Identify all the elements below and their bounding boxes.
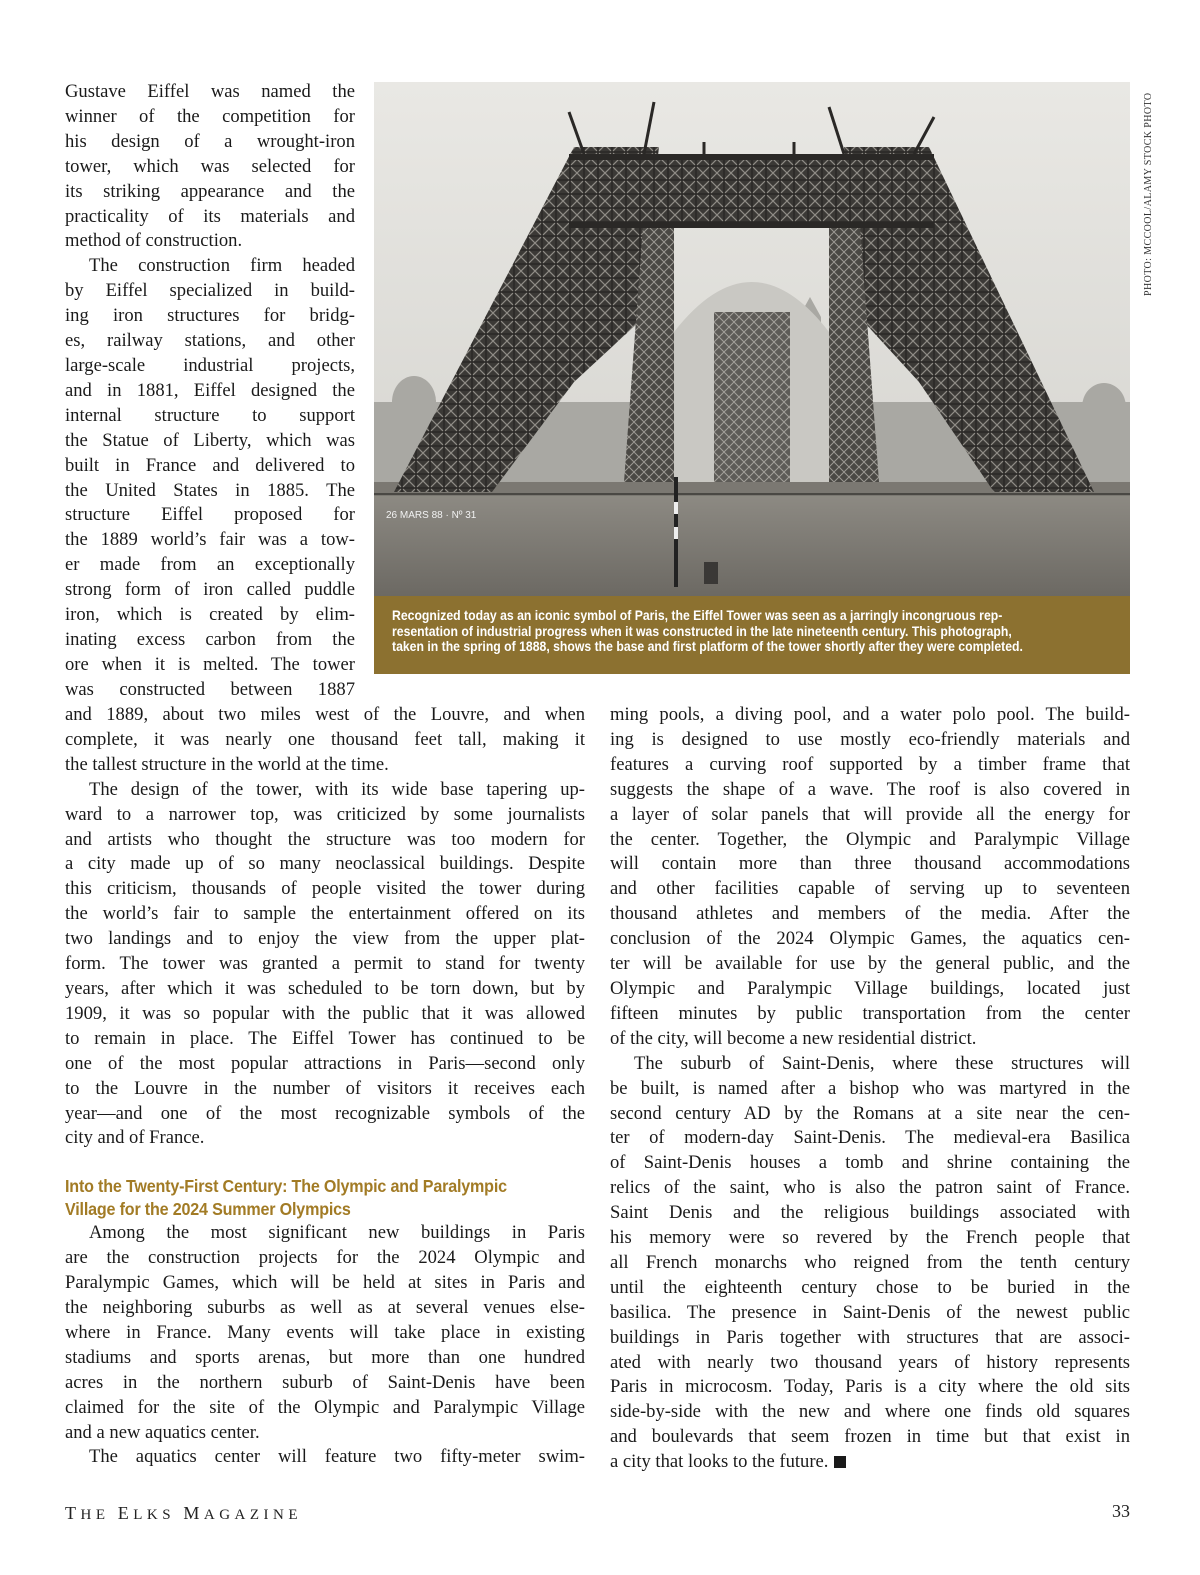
text-line: strong form of iron called puddle (65, 579, 355, 601)
text-line: tower, which was selected for (65, 155, 355, 177)
text-line: fifteen minutes by public transportation from the center (610, 1002, 1130, 1024)
text-line: The construction firm headed (89, 255, 355, 277)
text-line: thousand athletes and members of the media. After the (610, 903, 1130, 925)
heading-line: Village for the 2024 Summer Olympics (65, 1199, 351, 1220)
text-line: his memory were so revered by the French people that (610, 1227, 1130, 1249)
text-line: the Statue of Liberty, which was (65, 429, 355, 451)
article-right-column (610, 703, 1130, 1475)
photo-caption (374, 596, 1130, 674)
text-line: ming pools, a diving pool, and a water polo pool. The build- (610, 704, 1130, 725)
magazine-title: THE ELKS MAGAZINE (65, 1503, 303, 1523)
text-line: by Eiffel specialized in build- (65, 280, 355, 302)
photo-credit (1139, 80, 1159, 300)
text-line: complete, it was nearly one thousand feet tall, making it (65, 728, 585, 750)
text-line: conclusion of the 2024 Olympic Games, the aquatics cen- (610, 928, 1130, 950)
text-line: suggests the shape of a wave. The roof is also covered in (610, 778, 1130, 800)
text-line: iron, which is created by elim- (65, 604, 355, 626)
paragraph (65, 703, 585, 778)
text-line: all French monarchs who reigned from the tenth century (610, 1251, 1130, 1273)
text-line: to the Louvre in the number of visitors it receives each (65, 1077, 585, 1099)
text-line: er made from an exceptionally (65, 554, 355, 576)
paragraph (610, 703, 1130, 1052)
text-line: a layer of solar panels that will provide all the energy for (610, 803, 1130, 825)
text-line: the United States in 1885. The (65, 479, 355, 501)
paragraph (65, 778, 585, 1152)
text-line: Saint Denis and the religious buildings associated with (610, 1202, 1130, 1224)
text-line: built in France and delivered to (65, 454, 355, 476)
text-line: a city that looks to the future. (610, 1450, 1130, 1475)
text-line: this criticism, thousands of people visited the tower during (65, 878, 585, 900)
end-mark-icon (834, 1456, 846, 1468)
text-line: inating excess carbon from the (65, 628, 355, 650)
text-line: 1909, it was so popular with the public that it was allowed (65, 1002, 585, 1024)
text-line: ing iron structures for bridg- (65, 305, 355, 327)
text-line: two landings and to enjoy the view from the upper plat- (65, 928, 585, 950)
text-line: side-by-side with the new and where one finds old squares (610, 1401, 1130, 1423)
text-line: be built, is named after a bishop who was martyred in the (610, 1077, 1130, 1099)
text-line: practicality of its materials and (65, 205, 355, 227)
page-number: 33 (1112, 1501, 1130, 1521)
text-line: basilica. The presence in Saint-Denis of the newest public (610, 1301, 1130, 1323)
text-line: are the construction projects for the 2024 Olympic and (65, 1247, 585, 1269)
text-line: relics of the saint, who is also the patron saint of France. (610, 1177, 1130, 1199)
text-line: large-scale industrial projects, (65, 354, 355, 376)
text-line: the center. Together, the Olympic and Paralympic Village (610, 828, 1130, 850)
article-intro-column (65, 80, 355, 703)
text-line: and in 1881, Eiffel designed the (65, 379, 355, 401)
text-line: a city made up of so many neoclassical buildings. Despite (65, 853, 585, 875)
text-line: claimed for the site of the Olympic and Paralympic Village (65, 1396, 585, 1418)
caption-line: resentation of industrial progress when it was constructed in the late nineteenth century. This photograph, (392, 623, 1012, 639)
text-line: the 1889 world’s fair was a tow- (65, 529, 355, 551)
text-line: and 1889, about two miles west of the Louvre, and when (65, 704, 585, 725)
text-line: and boulevards that seem frozen in time but that exist in (610, 1426, 1130, 1448)
text-line: and other facilities capable of serving up to seventeen (610, 878, 1130, 900)
text-line: was constructed between 1887 (65, 678, 355, 700)
caption-line: Recognized today as an iconic symbol of Paris, the Eiffel Tower was seen as a jarringly incongruous rep- (392, 608, 1003, 623)
text-line: es, railway stations, and other (65, 330, 355, 352)
text-line: The design of the tower, with its wide base tapering up- (89, 778, 585, 800)
text-line: ter of modern-day Saint-Denis. The medieval-era Basilica (610, 1127, 1130, 1149)
text-line: The suburb of Saint-Denis, where these structures will (634, 1052, 1130, 1074)
text-line: the neighboring suburbs as well as at several venues else- (65, 1297, 585, 1319)
text-line: his design of a wrought-iron (65, 130, 355, 152)
photo-credit-text: PHOTO: MCCOOL/ALAMY STOCK PHOTO (1143, 92, 1154, 296)
text-line: winner of the competition for (65, 105, 355, 127)
text-line: Paralympic Games, which will be held at sites in Paris and (65, 1272, 585, 1294)
text-line: will contain more than three thousand accommodations (610, 853, 1130, 875)
text-line: until the eighteenth century chose to be buried in the (610, 1276, 1130, 1298)
text-line: its striking appearance and the (65, 180, 355, 202)
text-line: form. The tower was granted a permit to stand for twenty (65, 953, 585, 975)
text-line: of the city, will become a new residential district. (610, 1027, 977, 1049)
text-line: The aquatics center will feature two fifty-meter swim- (89, 1446, 585, 1468)
text-line: ated with nearly two thousand years of history represents (610, 1351, 1130, 1373)
text-line: city and of France. (65, 1127, 205, 1149)
text-line: ore when it is melted. The tower (65, 653, 355, 675)
text-line: internal structure to support (65, 404, 355, 426)
text-line: ward to a narrower top, was criticized by some journalists (65, 803, 585, 825)
paragraph (610, 1052, 1130, 1475)
paragraph (65, 1445, 585, 1470)
text-line: the tallest structure in the world at the time. (65, 753, 389, 775)
text-line: and artists who thought the structure was too modern for (65, 828, 585, 850)
text-line: the world’s fair to sample the entertainment offered on its (65, 903, 585, 925)
text-line: ter will be available for use by the general public, and the (610, 953, 1130, 975)
text-line: Olympic and Paralympic Village buildings, located just (610, 977, 1130, 999)
eiffel-tower-photo (374, 82, 1130, 596)
text-line: method of construction. (65, 230, 243, 252)
article-left-column (65, 703, 585, 1470)
text-line: one of the most popular attractions in Paris—second only (65, 1052, 585, 1074)
text-line: year—and one of the most recognizable symbols of the (65, 1102, 585, 1124)
text-line: features a curving roof supported by a timber frame that (610, 753, 1130, 775)
text-line: and a new aquatics center. (65, 1421, 260, 1443)
text-line: Paris in microcosm. Today, Paris is a city where the old sits (610, 1376, 1130, 1398)
text-line: stadiums and sports arenas, but more than one hundred (65, 1346, 585, 1368)
text-line: acres in the northern suburb of Saint-Denis have been (65, 1371, 585, 1393)
text-line: buildings in Paris together with structures that are associ- (610, 1326, 1130, 1348)
text-line: years, after which it was scheduled to be torn down, but by (65, 977, 585, 999)
text-line: of Saint-Denis houses a tomb and shrine containing the (610, 1152, 1130, 1174)
photo-plate-mark: 26 MARS 88 · Nº 31 (386, 510, 477, 521)
text-line: structure Eiffel proposed for (65, 504, 355, 526)
paragraph (65, 1221, 585, 1445)
text-line: where in France. Many events will take place in existing (65, 1321, 585, 1343)
text-line: to remain in place. The Eiffel Tower has continued to be (65, 1027, 585, 1049)
heading-line: Into the Twenty-First Century: The Olympic and Paralympic (65, 1176, 507, 1197)
caption-line: taken in the spring of 1888, shows the base and first platform of the tower shortly after they were completed. (392, 639, 1023, 654)
text-line: second century AD by the Romans at a site near the cen- (610, 1102, 1130, 1124)
section-heading (65, 1175, 585, 1221)
text-line: ing is designed to use mostly eco-friendly materials and (610, 728, 1130, 750)
text-line: Gustave Eiffel was named the (65, 81, 355, 102)
text-line: Among the most significant new buildings in Paris (89, 1222, 585, 1244)
